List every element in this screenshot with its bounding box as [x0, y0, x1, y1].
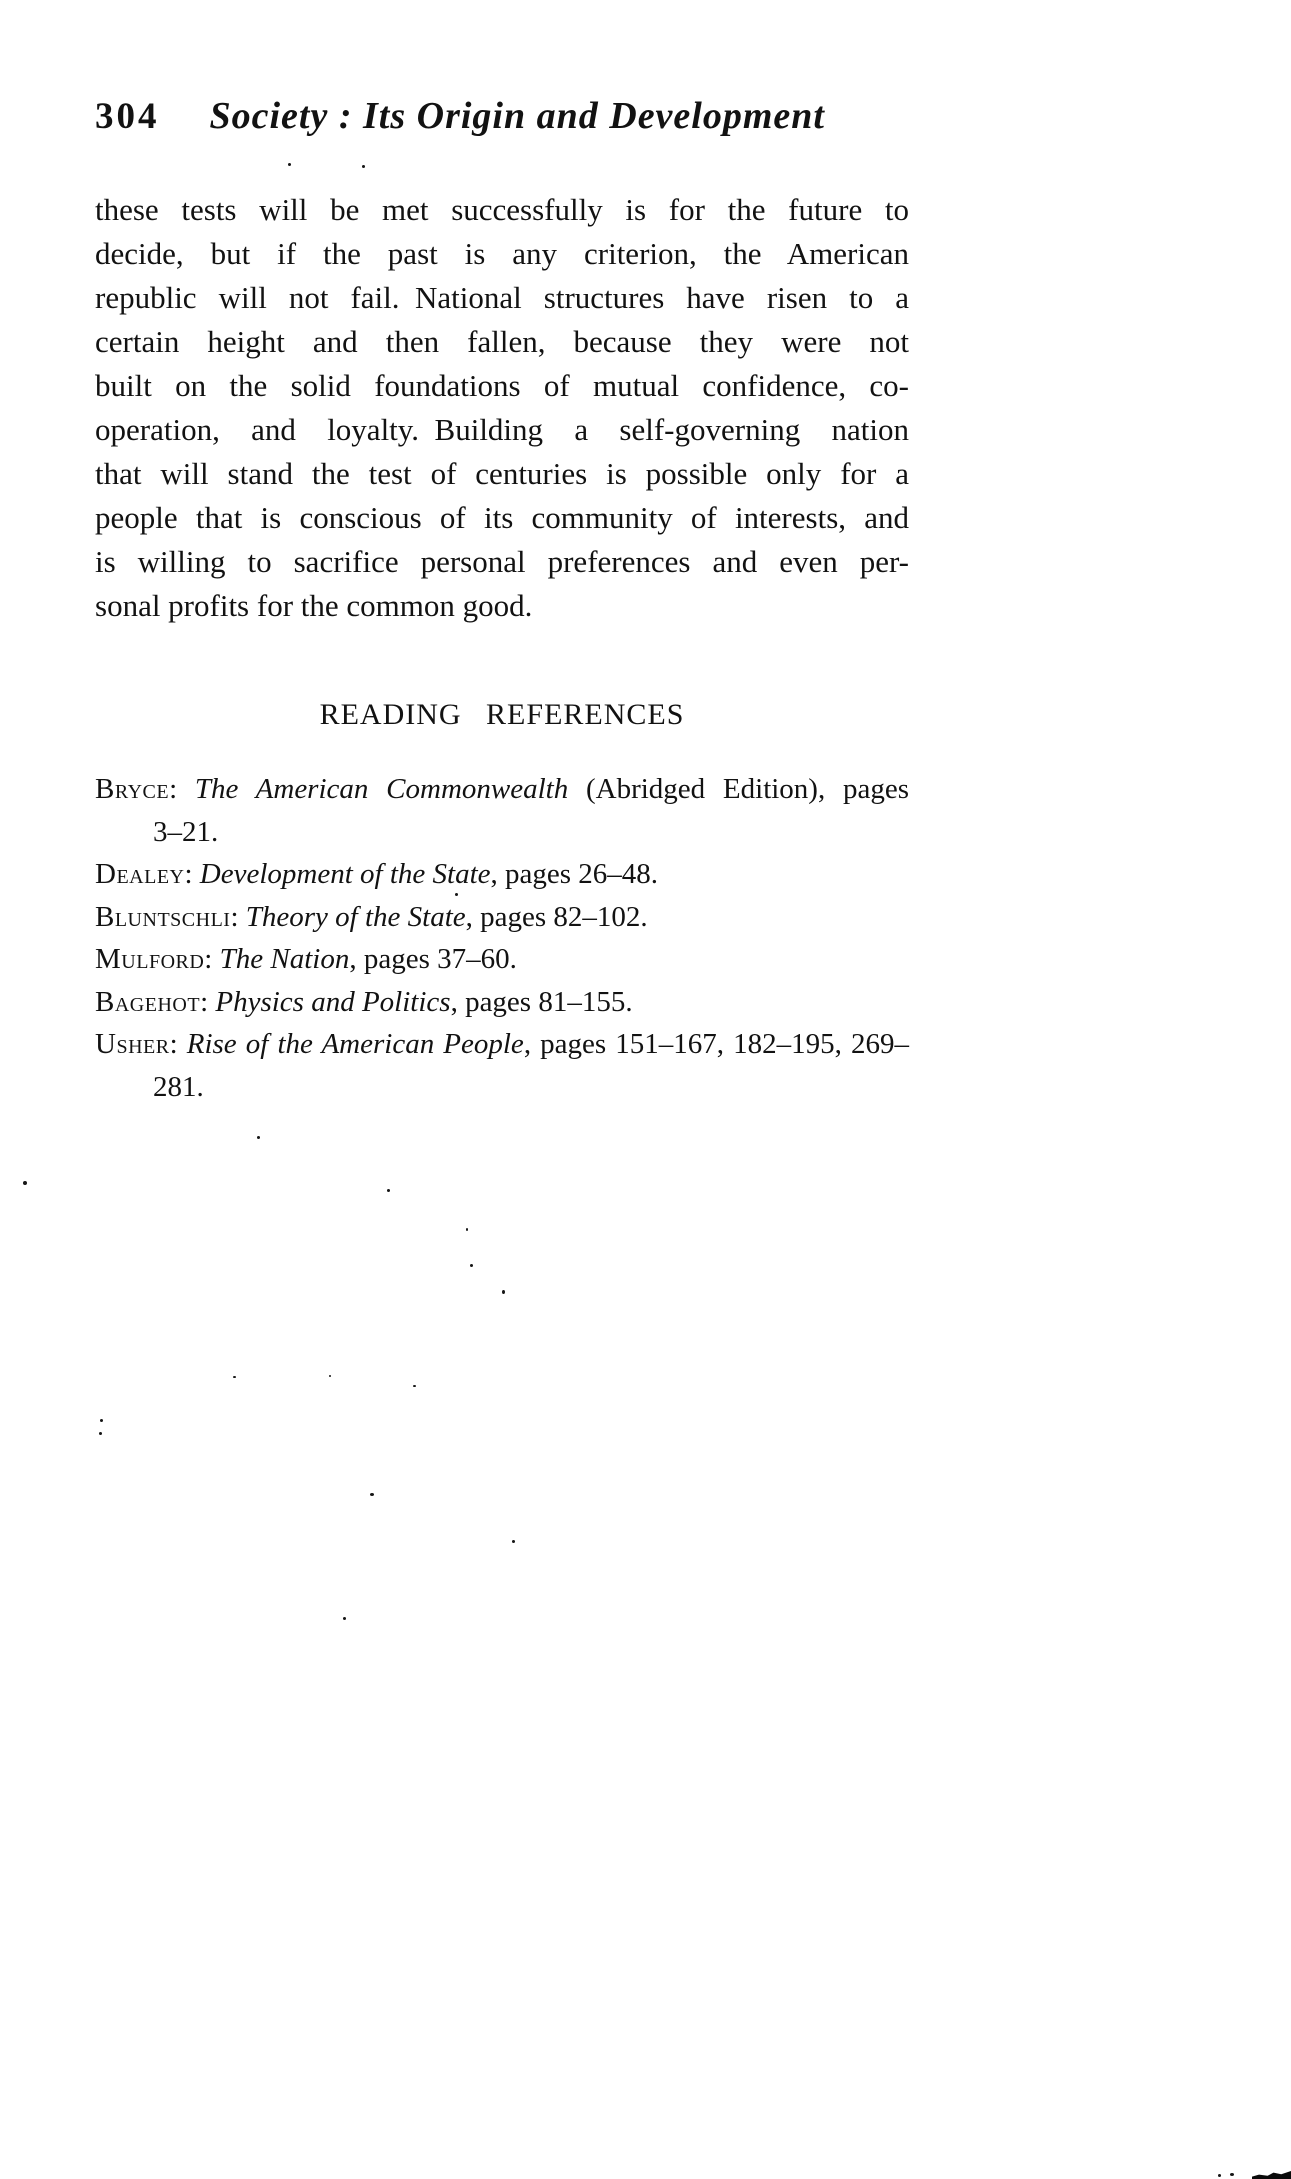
- paragraph-line: people that is conscious of its community of interests, and: [95, 500, 909, 535]
- reference-item: [95, 1023, 909, 1108]
- scan-smudge: [1252, 2171, 1291, 2179]
- reference-text: :: [200, 985, 216, 1018]
- reference-line: [95, 811, 909, 854]
- reference-text: , pages 37–60.: [349, 943, 517, 975]
- reference-line: [95, 981, 909, 1024]
- reference-text: :: [169, 773, 195, 805]
- reference-item: [95, 938, 909, 981]
- reference-line: [95, 853, 909, 896]
- reference-line: [95, 896, 909, 939]
- reference-author: Bluntschli: [95, 900, 231, 933]
- reference-title: Development of the State: [199, 858, 491, 890]
- reference-line: [95, 1066, 909, 1109]
- reference-author: Mulford: [95, 943, 205, 975]
- reference-text: , pages 82–102.: [465, 900, 648, 933]
- paragraph-line: that will stand the test of centuries is possible only for a: [95, 456, 909, 491]
- reference-text: 281.: [153, 1070, 204, 1103]
- scan-speck: [502, 1290, 505, 1294]
- scan-speck: [288, 163, 291, 166]
- scan-speck: [413, 1385, 416, 1387]
- scan-speck: [512, 1540, 515, 1543]
- scan-speck: [362, 165, 365, 168]
- reference-text: :: [169, 1028, 187, 1060]
- paragraph-line: built on the solid foundations of mutual confidence, co-: [95, 368, 909, 403]
- scan-speck: [23, 1181, 27, 1185]
- reference-text: :: [204, 943, 220, 975]
- scan-speck: [99, 1432, 102, 1435]
- paragraph-line: operation, and loyalty. Building a self-governing nation: [95, 412, 909, 447]
- page-header: [95, 94, 909, 138]
- reference-text: , pages 151–167, 182–195, 269–: [523, 1028, 910, 1060]
- paragraph-line: republic will not fail. National structures have risen to a: [95, 280, 909, 315]
- scan-speck: [1218, 2174, 1221, 2177]
- scan-speck: [387, 1189, 390, 1192]
- reference-text: 3–21.: [153, 815, 219, 848]
- reference-title: The American Commonwealth: [194, 773, 569, 805]
- body-paragraph: [95, 188, 909, 628]
- page-number: 304: [95, 96, 160, 137]
- scan-speck: [233, 1376, 236, 1378]
- scan-speck: [329, 1375, 331, 1377]
- reference-item: [95, 896, 909, 939]
- reference-title: Rise of the American People: [186, 1028, 524, 1060]
- reference-author: Dealey: [95, 858, 185, 890]
- reference-title: Theory of the State: [245, 900, 466, 933]
- reading-references-list: [95, 768, 909, 1108]
- reference-author: Usher: [95, 1028, 170, 1060]
- reference-line: [95, 938, 909, 981]
- scan-speck: [466, 1228, 468, 1231]
- running-title: Society : Its Origin and Development: [209, 95, 825, 137]
- scan-speck: [343, 1617, 346, 1620]
- scan-speck: [470, 1264, 473, 1267]
- reference-text: , pages 81–155.: [450, 985, 633, 1018]
- reference-text: :: [184, 858, 200, 890]
- reference-item: [95, 981, 909, 1024]
- reference-author: Bagehot: [95, 985, 201, 1018]
- paragraph-line: these tests will be met successfully is for the future to: [95, 192, 909, 227]
- scan-speck: [1230, 2173, 1234, 2176]
- paragraph-line: sonal profits for the common good.: [95, 588, 533, 623]
- reference-item: [95, 853, 909, 896]
- paragraph-line: certain height and then fallen, because they were not: [95, 324, 909, 359]
- scan-speck: [370, 1493, 374, 1496]
- paragraph-line: is willing to sacrifice personal preferences and even per-: [95, 544, 909, 579]
- scan-speck: [257, 1136, 260, 1139]
- reference-text: , pages 26–48.: [490, 858, 659, 890]
- text-block: [95, 94, 909, 1108]
- reference-author: Bryce: [95, 773, 170, 805]
- scan-speck: [455, 893, 458, 896]
- scan-speck: [100, 1419, 103, 1422]
- reference-item: [95, 768, 909, 853]
- reference-line: [95, 1023, 909, 1066]
- reference-text: (Abridged Edition), pages: [568, 773, 909, 805]
- reference-title: Physics and Politics: [215, 985, 451, 1018]
- paragraph-line: decide, but if the past is any criterion, the American: [95, 236, 909, 271]
- reading-references-heading: READING REFERENCES: [319, 698, 685, 731]
- reference-text: :: [230, 900, 246, 933]
- reference-line: [95, 768, 909, 811]
- reference-title: The Nation: [219, 943, 350, 975]
